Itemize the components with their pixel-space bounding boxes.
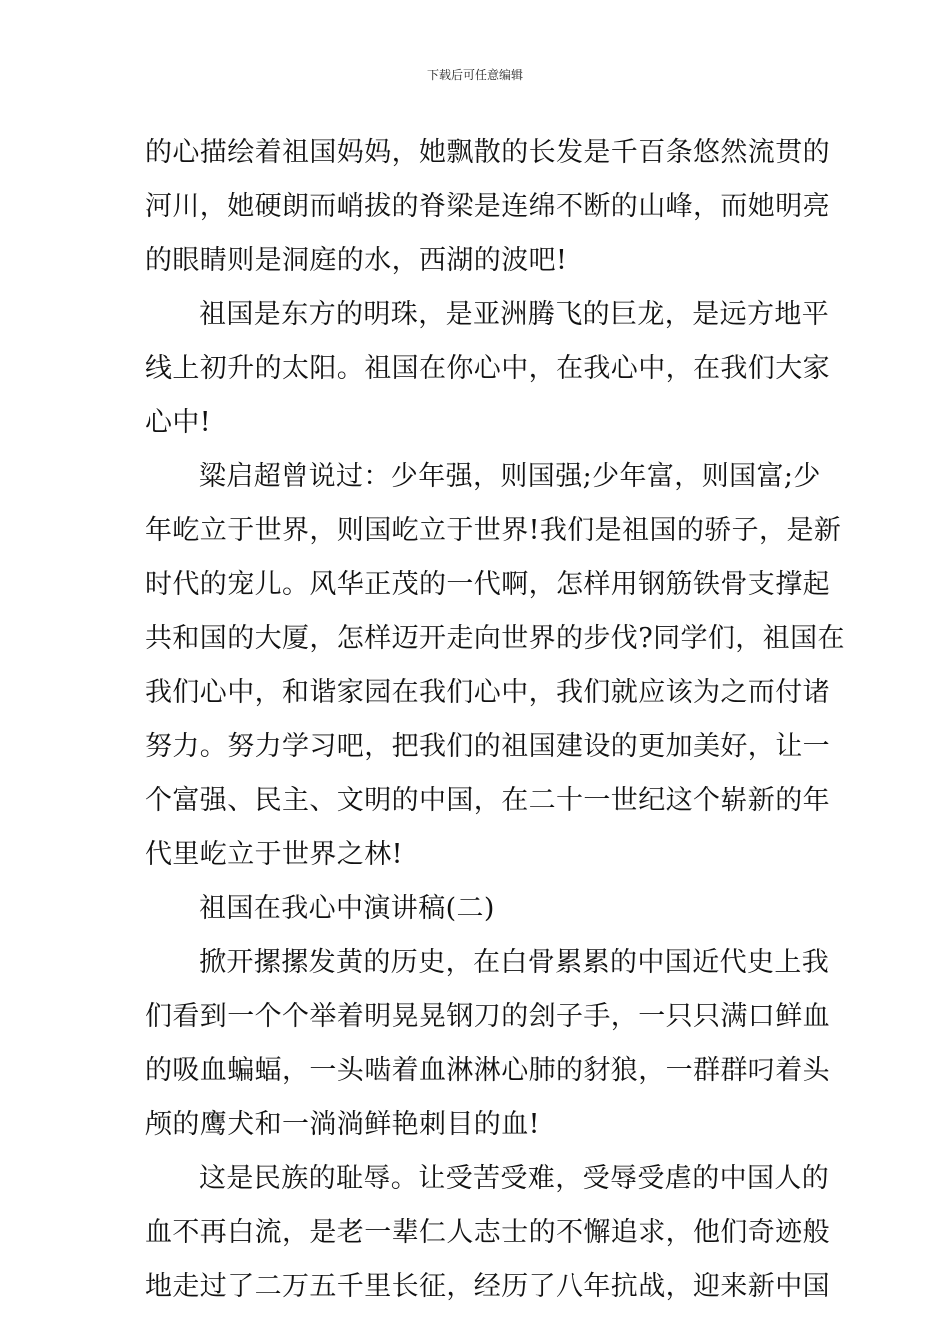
text-line: 的吸血蝙蝠，一头啮着血淋淋心肺的豺狼，一群群叼着头 [145, 1055, 830, 1086]
section-heading: 祖国在我心中演讲稿(二) [199, 893, 495, 924]
paragraph-start-line: 粱启超曾说过：少年强，则国强;少年富，则国富;少 [199, 461, 821, 492]
text-line: 颅的鹰犬和一淌淌鲜艳刺目的血! [145, 1109, 540, 1140]
text-line: 努力。努力学习吧，把我们的祖国建设的更加美好，让一 [145, 731, 830, 762]
text-line: 的心描绘着祖国妈妈，她飘散的长发是千百条悠然流贯的 [145, 137, 830, 168]
paragraph-start-line: 祖国是东方的明珠，是亚洲腾飞的巨龙，是远方地平 [199, 299, 830, 330]
paragraph-start-line: 掀开摞摞发黄的历史，在白骨累累的中国近代史上我 [199, 947, 830, 978]
page-header: 下载后可任意编辑 [426, 68, 523, 82]
text-line: 河川，她硬朗而峭拔的脊梁是连绵不断的山峰，而她明亮 [145, 191, 830, 222]
text-line: 血不再白流，是老一辈仁人志士的不懈追求，他们奇迹般 [145, 1217, 830, 1248]
text-line: 的眼睛则是洞庭的水，西湖的波吧! [145, 245, 568, 276]
text-line: 时代的宠儿。风华正茂的一代啊，怎样用钢筋铁骨支撑起 [145, 569, 830, 600]
text-line: 地走过了二万五千里长征，经历了八年抗战，迎来新中国 [145, 1271, 830, 1302]
text-line: 个富强、民主、文明的中国，在二十一世纪这个崭新的年 [145, 785, 830, 816]
text-line: 代里屹立于世界之林! [145, 839, 403, 870]
paragraph-start-line: 这是民族的耻辱。让受苦受难，受辱受虐的中国人的 [199, 1163, 830, 1194]
text-line: 共和国的大厦，怎样迈开走向世界的步伐?同学们，祖国在 [145, 623, 845, 654]
text-line: 年屹立于世界，则国屹立于世界!我们是祖国的骄子，是新 [145, 515, 842, 546]
document-body [145, 126, 845, 1314]
text-line: 们看到一个个举着明晃晃钢刀的刽子手，一只只满口鲜血 [145, 1001, 830, 1032]
text-line: 线上初升的太阳。祖国在你心中，在我心中，在我们大家 [145, 353, 830, 384]
text-line: 我们心中，和谐家园在我们心中，我们就应该为之而付诸 [145, 677, 830, 708]
text-line: 心中! [145, 407, 212, 438]
